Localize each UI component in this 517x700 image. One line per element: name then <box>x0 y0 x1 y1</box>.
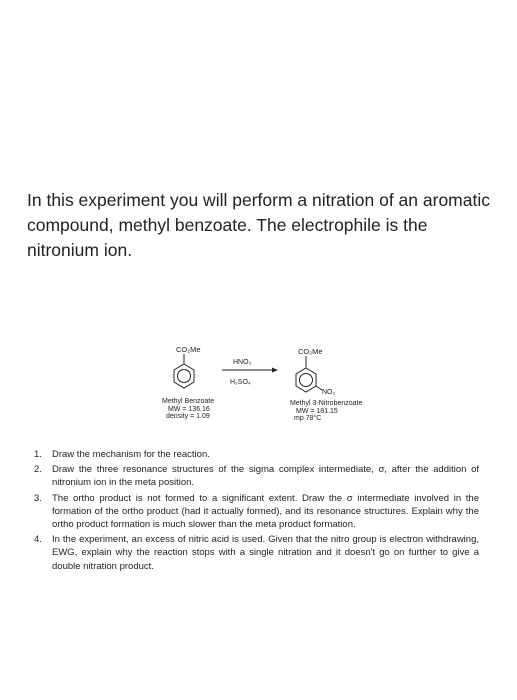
product-substituent: CO₂Me <box>298 347 323 356</box>
reaction-scheme <box>150 340 390 452</box>
question-text: Draw the three resonance structures of the sigma complex intermediate, σ, after the addition of nitronium ion in the meta position. <box>52 464 479 489</box>
reaction-arrow <box>222 368 278 373</box>
reactant-structure <box>174 354 194 388</box>
question-text: The ortho product is not formed to a significant extent. Draw the σ intermediate involved in the formation of the ortho product (had it actually formed), and its resonance structures. Explain why the ortho product formation is much slower than the meta product formation. <box>52 492 479 531</box>
reactant-label <box>162 398 214 421</box>
product-label <box>290 400 362 423</box>
product-structure <box>296 356 322 392</box>
question-list <box>34 448 479 575</box>
reactant-density: density = 1.09 <box>166 413 210 420</box>
reactant-name: Methyl Benzoate <box>162 398 215 405</box>
question-item <box>34 533 479 573</box>
question-item <box>34 492 479 532</box>
product-nitro-group: NO₂ <box>322 389 336 396</box>
question-number: 1. <box>34 449 42 460</box>
reactant-mw: MW = 136.16 <box>168 405 210 413</box>
question-number: 3. <box>34 492 42 504</box>
question-number: 4. <box>34 534 42 546</box>
product-mw: MW = 181.15 <box>296 407 338 415</box>
question-text: In the experiment, an excess of nitric acid is used. Given that the nitro group is electron withdrawing, EWG, explain why the reaction stops with a single nitration and it doesn't go on further to give a double nitration product. <box>52 534 479 572</box>
reagent-bottom: H₂SO₄ <box>230 379 251 386</box>
product-mp: mp 78°C <box>294 415 322 422</box>
product-name: Methyl 3-Nitrobenzoate <box>290 400 363 407</box>
question-item <box>34 463 479 489</box>
question-number: 2. <box>34 464 42 476</box>
question-text: Draw the mechanism for the reaction. <box>52 449 210 460</box>
question-item <box>34 448 479 461</box>
reactant-substituent: CO₂Me <box>176 345 201 354</box>
intro-paragraph: In this experiment you will perform a nitration of an aromatic compound, methyl benzoate. The electrophile is the nitronium ion. <box>27 190 490 260</box>
reaction-scheme-drawing <box>150 340 390 452</box>
reagent-top: HNO₃ <box>233 359 252 366</box>
